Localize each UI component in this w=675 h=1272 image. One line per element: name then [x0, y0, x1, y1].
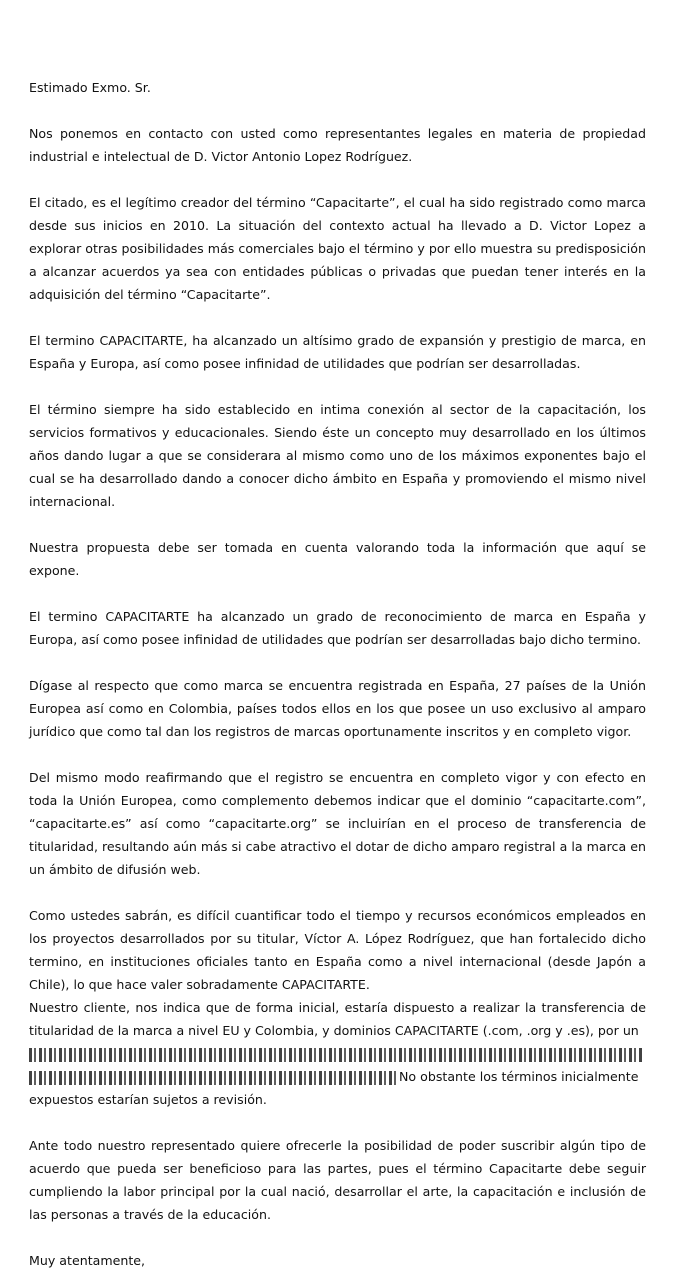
- paragraph-expansion: El termino CAPACITARTE, ha alcanzado un altísimo grado de expansión y prestigio de marca, en España y Europa, así como posee infinidad de utilidades que podrían ser desarrolladas.: [29, 333, 646, 371]
- redacted-line-2: [29, 1065, 646, 1088]
- redaction-mark: [29, 1071, 399, 1085]
- paragraph-creator: El citado, es el legítimo creador del término “Capacitarte”, el cual ha sido registrado como marca desde sus inicios en 2010. La situación del contexto actual ha llevado a D. Victor Lopez a explorar otras posibilidades más comerciales bajo el término y por ello muestra su predisposición a alcanzar acuerdos ya sea con entidades públicas o privadas que puedan tener interés en la adquisición del término “Capacitarte”.: [29, 195, 646, 302]
- salutation: Estimado Exmo. Sr.: [29, 80, 151, 95]
- redacted-line-1: [29, 1042, 646, 1065]
- paragraph-domains: Del mismo modo reafirmando que el registro se encuentra en completo vigor y con efecto en toda la Unión Europea, como complemento debemos indicar que el dominio “capacitarte.com”, “capacitarte.es” así como “capacitarte.org” se incluirían en el proceso de transferencia de titularidad, resultando aún más si cabe atractivo el dotar de dicho amparo registral a la marca en un ámbito de difusión web.: [29, 770, 646, 877]
- redaction-mark: [29, 1048, 644, 1062]
- paragraph-registration: Dígase al respecto que como marca se encuentra registrada en España, 27 países de la Unión Europea así como en Colombia, países todos ellos en los que posee un uso exclusivo al amparo jurídico que como tal dan los registros de marcas oportunamente inscritos y en completo vigor.: [29, 678, 646, 739]
- offer-text: Nuestro cliente, nos indica que de forma inicial, estaría dispuesto a realizar la transferencia de titularidad de la marca a nivel EU y Colombia, y dominios CAPACITARTE (.com, .org y .es), por un: [29, 1000, 646, 1038]
- paragraph-recognition: El termino CAPACITARTE ha alcanzado un grado de reconocimiento de marca en España y Europa, así como posee infinidad de utilidades que podrían ser desarrolladas bajo dicho termino.: [29, 609, 646, 647]
- offer-after-redaction: No obstante los términos inicialmente: [399, 1069, 639, 1084]
- paragraph-resources: Como ustedes sabrán, es difícil cuantificar todo el tiempo y recursos económicos empleados en los proyectos desarrollados por su titular, Víctor A. López Rodríguez, que han fortalecido dicho termino, en instituciones oficiales tanto en España como a nivel internacional (desde Japón a Chile), lo que hace valer sobradamente CAPACITARTE.: [29, 908, 646, 992]
- paragraph-proposal: Nuestra propuesta debe ser tomada en cuenta valorando toda la información que aquí se expone.: [29, 540, 646, 578]
- paragraph-closing: Ante todo nuestro representado quiere ofrecerle la posibilidad de poder suscribir algún tipo de acuerdo que pueda ser beneficioso para las partes, pues el término Capacitarte debe seguir cumpliendo la labor principal por la cual nació, desarrollar el arte, la capacitación e inclusión de las personas a través de la educación.: [29, 1138, 646, 1222]
- sign-off: Muy atentamente,: [29, 1253, 146, 1268]
- paragraph-representation: Nos ponemos en contacto con usted como representantes legales en materia de propiedad industrial e intelectual de D. Victor Antonio Lopez Rodríguez.: [29, 126, 646, 164]
- paragraph-offer: [29, 996, 646, 1111]
- paragraph-sector: El término siempre ha sido establecido en intima conexión al sector de la capacitación, los servicios formativos y educacionales. Siendo éste un concepto muy desarrollado en los últimos años dando lugar a que se considerara al mismo como uno de los máximos exponentes bajo el cual se ha desarrollado dando a conocer dicho ámbito en España y promoviendo el mismo nivel internacional.: [29, 402, 646, 509]
- offer-last-line: expuestos estarían sujetos a revisión.: [29, 1092, 267, 1107]
